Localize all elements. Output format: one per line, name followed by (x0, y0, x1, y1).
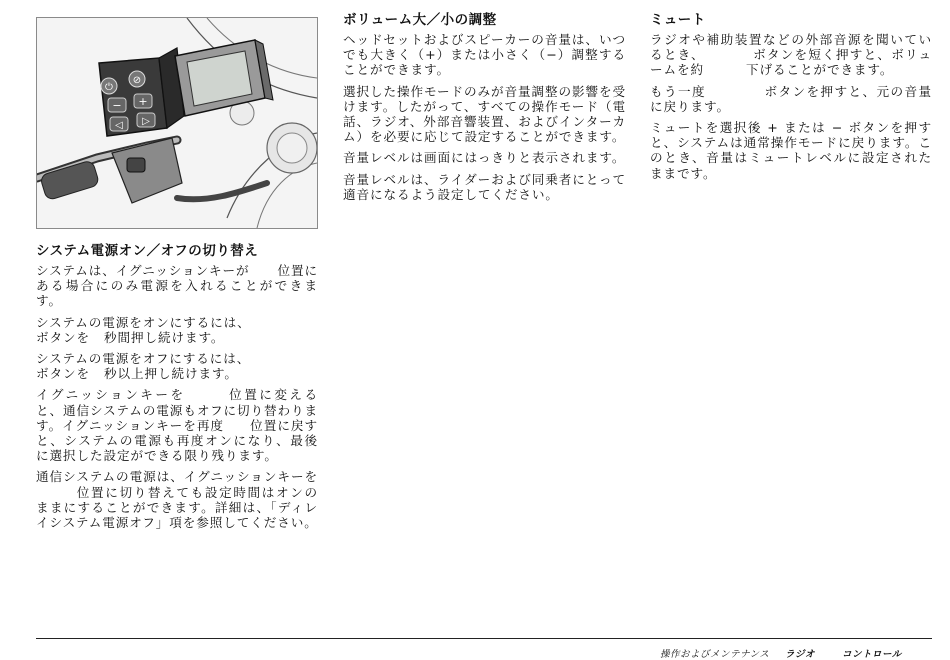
control-pod (99, 48, 184, 136)
right-arrow-icon: ▷ (142, 116, 150, 127)
power-paragraph-2: システムの電源をオンにするには、 ボタンを 秒間押し続けます。 (36, 314, 251, 345)
volume-paragraph-1: ヘッドセットおよびスピーカーの音量は、いつでも大きく（+）または小さく（−）調整することができます。 (343, 32, 626, 78)
volume-paragraph-2: 選択した操作モードのみが音量調整の影響を受けます。したがって、すべての操作モード（電話、ラジオ、外部音響装置、およびインターカム）を必要に応じて設定することができます。 (343, 83, 626, 145)
footer-divider (36, 638, 932, 639)
volume-section-heading: ボリューム大／小の調整 (343, 12, 497, 28)
mute-paragraph-2: もう一度 ボタンを押すと、元の音量に戻ります。 (650, 83, 932, 114)
volume-paragraph-4: 音量レベルは、ライダーおよび同乗者にとって適音になるよう設定してください。 (343, 171, 626, 202)
mute-paragraph-3: ミュートを選択後 + または − ボタンを押すと、システムは通常操作モードに戻ります。このとき、音量はミュートレベルに設定されたままです。 (650, 120, 932, 181)
power-section-heading: システム電源オン／オフの切り替え (36, 243, 259, 259)
mute-button-symbol: ⊘ (132, 75, 142, 86)
column-3 (650, 12, 932, 187)
footer-section: 操作およびメンテナンス (660, 649, 770, 660)
minus-symbol: − (112, 99, 122, 112)
power-paragraph-1: システムは、イグニッションキーが 位置にある場合にのみ電源を入れることができます。 (36, 263, 319, 309)
power-paragraph-3: システムの電源をオフにするには、 ボタンを 秒以上押し続けます。 (36, 351, 251, 382)
footer-chapter: ラジオ (785, 649, 816, 660)
column-2 (343, 12, 626, 208)
plus-symbol: + (138, 95, 148, 108)
footer-topic: コントロール (842, 649, 902, 660)
mute-paragraph-1: ラジオや補助装置などの外部音源を聞いているとき、 ボタンを短く押すと、ボリュームを約 下げることができます。 (650, 32, 932, 78)
power-paragraph-4: イグニッションキーを 位置に変えると、通信システムの電源もオフに切り替わります。イグニッションキーを再度 位置に戻すと、システムの電源も再度オンになり、最後に選択した設定ができる限り残ります。 (36, 387, 318, 464)
power-paragraph-5: 通信システムの電源は、イグニッションキーを位置に切り替えても設定時間はオンのままにすることができます。詳細は、「ディレイシステム電源オフ」項を参照してください。 (36, 469, 318, 531)
handlebar-control-illustration (36, 17, 318, 229)
mute-section-heading: ミュート (650, 12, 706, 28)
power-button-symbol: ⏻ (105, 82, 113, 93)
column-1 (36, 12, 318, 536)
left-arrow-icon: ◁ (115, 120, 123, 131)
volume-paragraph-3: 音量レベルは画面にはっきりと表示されます。 (343, 150, 626, 166)
handlebar-drawing (37, 18, 317, 228)
